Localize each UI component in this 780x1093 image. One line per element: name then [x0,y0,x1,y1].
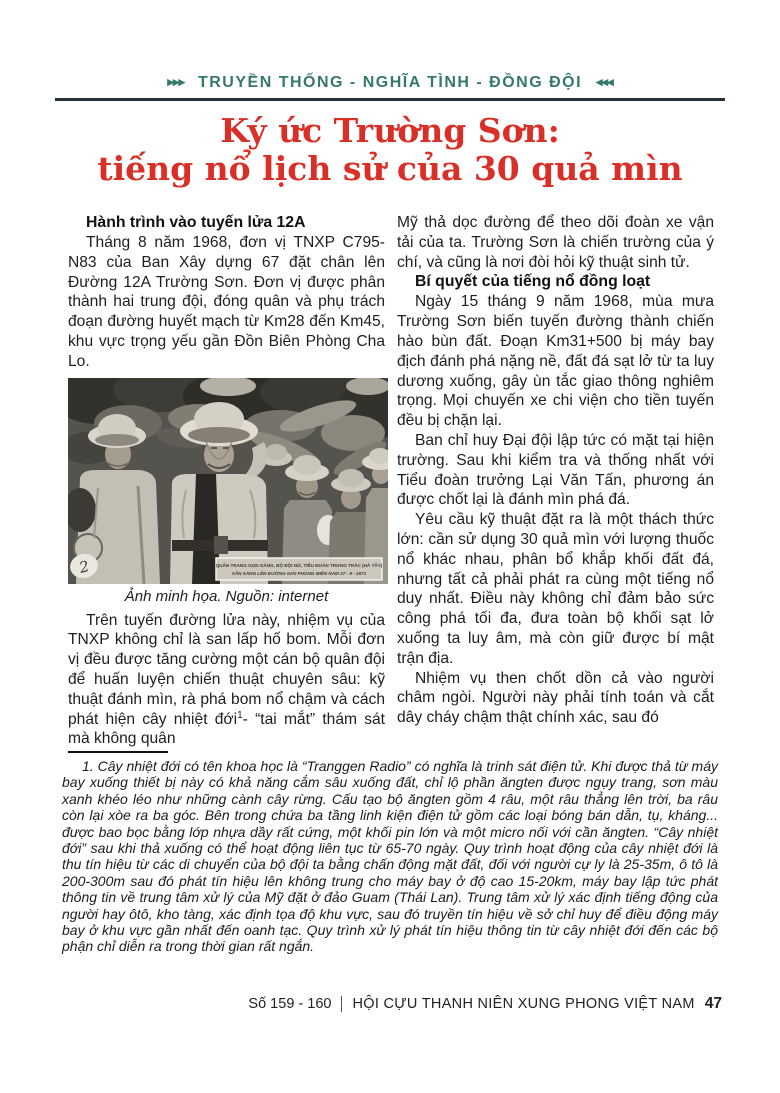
paragraph [68,611,385,750]
subheading-bi-quyet: Bí quyết của tiếng nổ đồng loạt [415,273,651,291]
paragraph-text: Trên tuyến đường lửa này, nhiệm vụ của TNXP không chỉ là san lấp hố bom. Mỗi đơn vị đều được tăng cường một cán bộ quân đội để huấn luyện chiến thuật chuyên sâu: kỹ thuật đánh mìn, rà phá bom nổ chậm và cách phát hiện cây nhiệt đới [68,611,385,728]
svg-text:2: 2 [77,556,92,577]
paragraph: Yêu cầu kỹ thuật đặt ra là một thách thức lớn: cần sử dụng 30 quả mìn với lượng thuốc nổ khác nhau, phân bổ khắp khối đất đá, nhưng tất cả phải phát ra cùng một tiếng nổ duy nhất. Điều này không chỉ đảm bảo sức công phá tối đa, đưa toàn bộ khối sạt lở xuống ta luy âm, mà còn giữ được bí mật trận địa. [397,511,714,667]
subheading-hanh-trinh: Hành trình vào tuyến lửa 12A [86,214,306,231]
right-column [397,213,714,749]
photo-figure [68,378,385,607]
photo-illustration [68,378,388,584]
left-arrows-icon: ◂◂◂ [596,74,613,89]
footnote [62,758,718,955]
paragraph: Ban chỉ huy Đại đội lập tức có mặt tại hiện trường. Sau khi kiểm tra và thống nhất với Tiểu đoàn trưởng Lại Văn Tấn, phương án được chốt lại là đánh mìn phá đá. [397,431,714,509]
figure-main [170,402,268,584]
photo-caption: Ảnh minh họa. Nguồn: internet [124,587,329,605]
journal-name: HỘI CỰU THANH NIÊN XUNG PHONG VIỆT NAM [352,996,695,1012]
page-footer [248,995,722,1013]
svg-text:QUÂN TRANG GỌN GÀNG, BỘ ĐỘI NỮ: QUÂN TRANG GỌN GÀNG, BỘ ĐỘI NỮ, TIỂU ĐOÀN TRƯNG TRẮC (HÀ TÂY) [215,562,383,568]
footnote-reference: 1 [237,709,243,721]
svg-text:SẴN SÀNG LÊN ĐƯỜNG GIẢI PHÓNG: SẴN SÀNG LÊN ĐƯỜNG GIẢI PHÓNG MIỀN NAM 27 - 9 - 1971 [231,570,367,576]
article-title [0,112,780,188]
footnote-text: 1. Cây nhiệt đới có tên khoa học là “Tranggen Radio” có nghĩa là trinh sát điện tử. Khi được thả từ máy bay xuống thiết bị này có khả năng cắm sâu xuống đất, chỉ lộ phần ăngten được ngụy trang, sơn màu xanh khéo léo như những cành cây rừng. Cấu tạo bộ ăngten gồm 4 râu, một râu thẳng lên trời, ba râu còn lại xòe ra ba góc. Bên trong chứa ba tầng linh kiện điện tử gồm các loại bóng bán dẫn, tụ, kháng... được bao bọc bằng lớp nhựa dầy rất cứng, một khối pin lớn và một micro nối với cần ăngten. “Cây nhiệt đới” sau khi thả xuống có thể hoạt động liên tục từ 65-70 ngày. Quy trình hoạt động của cây nhiệt đới là thu tín hiệu từ các di chuyển của bộ đội ta bằng chấn động mặt đất, đối với người cự ly là 25-35m, ô tô là 200-300m sau đó phát tín hiệu lên không trung cho máy bay ở độ cao 15-20km, máy bay lập tức phát thông tin về trung tâm xử lý của Mỹ đặt ở đảo Guam (Thái Lan). Trung tâm xử lý xác định tiếng động của người hay ôtô, kho tàng, xác định tọa độ khu vực, sau đó truyền tín hiệu về sở chỉ huy để điều động máy bay ở khu vực gần nhất đến oanh tạc. Quy trình xử lý phát tín hiệu thông tin từ cây nhiệt đới đến các bộ phận chỉ diễn ra trong thời gian rất ngắn. [62,758,718,955]
paragraph: Tháng 8 năm 1968, đơn vị TNXP C795-N83 của Ban Xây dựng 67 đặt chân lên Đường 12A Trường Sơn. Đơn vị được phân thành hai trung đội, đóng quân và phụ trách đoạn đường huyết mạch từ Km28 đến Km45, khu vực trọng yếu gần Đồn Biên Phòng Cha Lo. [68,234,385,370]
page-number: 47 [704,995,722,1012]
paragraph: Ngày 15 tháng 9 năm 1968, mùa mưa Trường Sơn biến tuyến đường thành chiến hào bùn đất. Đoạn Km31+500 bị máy bay địch đánh phá nặng nề, đất đá sạt lở từ ta luy dương xuống, gây ùn tắc giao thông nghiêm trọng. Mọi chuyến xe chi viện cho tiền tuyến đều bị chặn lại. [397,293,714,430]
header-divider [55,98,725,101]
footer-divider [341,996,342,1012]
paragraph: Nhiệm vụ then chốt dồn cả vào người châm ngòi. Người này phải tính toán và cắt dây cháy chậm thật chính xác, sau đó [397,669,714,727]
section-title: TRUYỀN THỐNG - NGHĨA TÌNH - ĐỒNG ĐỘI [197,74,583,91]
footnote-divider [68,751,168,753]
issue-number: Số 159 - 160 [248,996,332,1012]
article-title-line1: Ký ức Trường Sơn: [220,111,560,150]
article-title-line2: tiếng nổ lịch sử của 30 quả mìn [97,149,683,188]
paragraph: Mỹ thả dọc đường để theo dõi đoàn xe vận tải của ta. Trường Sơn là chiến trường của ý chí, và cũng là nơi đòi hỏi kỹ thuật sinh tử. [397,214,714,271]
right-arrows-icon: ▸▸▸ [167,74,184,89]
article-body [68,213,714,749]
left-column [68,213,385,749]
section-header [0,74,780,92]
paragraph-text: - “tai mắt” thám sát mà không quân [68,710,386,748]
photo-overlay-caption [216,558,383,580]
